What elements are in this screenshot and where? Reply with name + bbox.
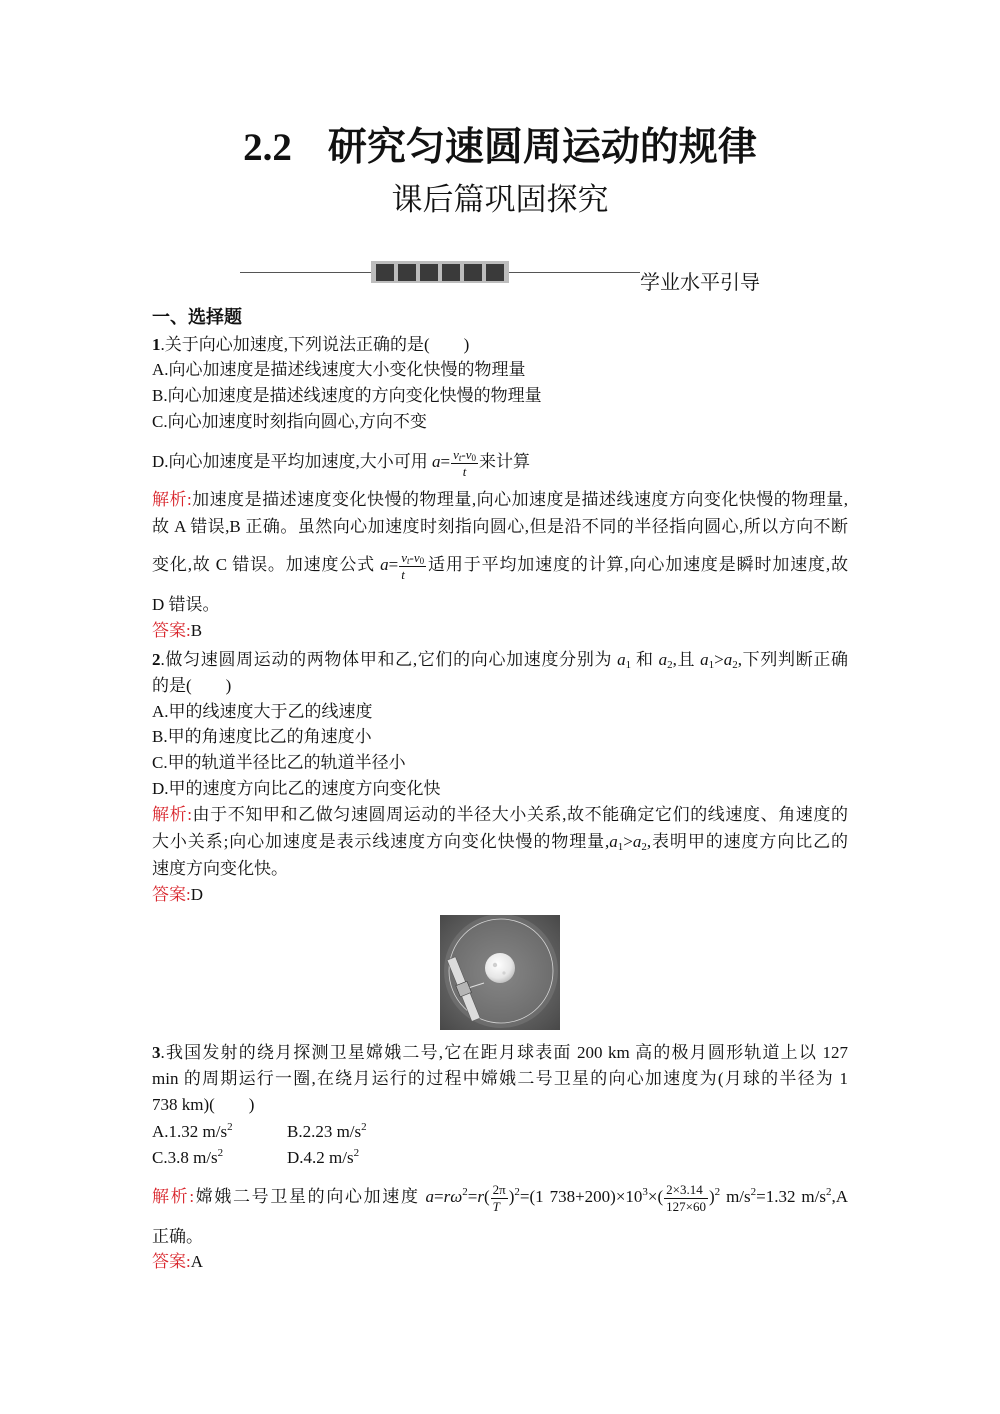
answer-label: 答案: [152, 885, 191, 904]
symbol-v: v [453, 446, 459, 462]
q3-answer [152, 1249, 848, 1275]
q1-answer [152, 618, 848, 644]
symbol-a: a [425, 1187, 435, 1206]
symbol-t: t [401, 566, 405, 582]
formula-lhs: a [432, 452, 441, 471]
symbol-v: v [465, 446, 472, 462]
close-paren: ) [709, 1187, 715, 1206]
page-title [0, 124, 1000, 172]
q2-option-d: D.甲的速度方向比乙的速度方向变化快 [152, 779, 441, 798]
open-paren: ( [483, 1187, 490, 1206]
q3-option-b [287, 1119, 367, 1145]
symbol-a: a [723, 650, 733, 669]
banner-square [376, 264, 394, 281]
exponent-2: 2 [714, 1186, 721, 1198]
q2-stem-text: .做匀速圆周运动的两物体甲和乙,它们的向心加速度分别为 [160, 650, 618, 669]
fraction-numerator: 2π [492, 1181, 506, 1197]
q1-analysis-line-2: 故 A 错误,B 正确。虽然向心加速度时刻指向圆心,但是沿不同的半径指向圆心,所以方向不断 [152, 517, 848, 536]
close-paren: ) [508, 1187, 515, 1206]
subscript-1: 1 [625, 659, 632, 671]
subscript-1: 1 [617, 841, 624, 853]
subscript-t: t [458, 452, 462, 463]
page-subtitle: 课后篇巩固探究 [391, 182, 609, 218]
q3-option-a [152, 1119, 233, 1145]
banner-square [442, 264, 460, 281]
banner-square [464, 264, 482, 281]
symbol-a: a [632, 832, 642, 851]
unit-exponent: 2 [353, 1147, 360, 1159]
exponent-3: 3 [642, 1186, 648, 1198]
unit-text: m/s [720, 1187, 751, 1206]
q1-option-d-tail: 来计算 [479, 452, 531, 471]
avg-accel-fraction [399, 551, 426, 582]
unit-exponent: 2 [361, 1121, 367, 1133]
symbol-v: v [401, 549, 408, 565]
moon-disc [485, 953, 515, 983]
subscript-2: 2 [641, 841, 647, 853]
minus-sign: - [409, 549, 414, 565]
banner-square [486, 264, 504, 281]
banner-block-decoration [371, 261, 509, 283]
banner-label: 学业水平引导 [640, 270, 760, 294]
unit-exponent: 2 [227, 1121, 233, 1133]
q1-option-d-text: D.向心加速度是平均加速度,大小可用 [152, 452, 433, 471]
exponent-2: 2 [462, 1186, 468, 1198]
q2-stem-text: ,下列判断正确 [737, 650, 849, 669]
q2-stem-line-1 [152, 647, 848, 673]
symbol-omega: ω [450, 1187, 463, 1206]
q3-stem-line-1 [152, 1040, 848, 1066]
moon-crater [502, 971, 505, 974]
symbol-a: a [658, 650, 668, 669]
q2-stem-line-2: 的是( ) [152, 676, 232, 695]
greater-than: > [623, 832, 633, 851]
angular-velocity-fraction [491, 1183, 508, 1214]
fraction-denominator [451, 464, 478, 479]
symbol-a: a [700, 650, 709, 669]
q3-option-c [152, 1145, 223, 1171]
q1-number: 1 [152, 335, 161, 354]
title-text: 研究匀速圆周运动的规律 [327, 125, 757, 170]
q2-option-b: B.甲的角速度比乙的角速度小 [152, 727, 372, 746]
times-open-paren: ×( [647, 1187, 664, 1206]
symbol-t: t [462, 463, 467, 479]
formula-equals: = [388, 555, 399, 574]
q2-stem-text: ,且 [672, 650, 701, 669]
q1-option-d [152, 444, 848, 480]
q2-answer [152, 882, 848, 908]
q1-analysis-text: 变化,故 C 错误。加速度公式 [152, 555, 381, 574]
subscript-t: t [407, 555, 410, 566]
avg-accel-fraction [451, 448, 478, 479]
q1-option-a: A.向心加速度是描述线速度大小变化快慢的物理量 [152, 360, 526, 379]
symbol-a: a [609, 832, 618, 851]
equals: = [467, 1187, 478, 1206]
formula-equals: = [440, 452, 451, 471]
q1-option-c: C.向心加速度时刻指向圆心,方向不变 [152, 412, 427, 431]
symbol-r: r [477, 1187, 484, 1206]
minus-sign: - [461, 446, 466, 462]
answer-label: 答案: [152, 1252, 191, 1271]
title-section-number: 2.2 [243, 126, 292, 169]
greater-than: > [714, 650, 724, 669]
q1-analysis-line-3 [152, 547, 848, 583]
exponent-2: 2 [750, 1186, 757, 1198]
subscript-1: 1 [708, 659, 715, 671]
fraction-numerator: 2×3.14 [664, 1183, 708, 1199]
fraction-numerator [399, 551, 426, 567]
fraction-denominator [399, 567, 426, 582]
q3-option-c-text: C.3.8 m/s [152, 1148, 218, 1167]
moon-crater [493, 963, 497, 967]
q1-stem-text: .关于向心加速度,下列说法正确的是( ) [160, 335, 470, 354]
banner-square [420, 264, 438, 281]
q1-answer-value: B [190, 621, 203, 640]
q3-stem-text: .我国发射的绕月探测卫星嫦娥二号,它在距月球表面 200 km 高的极月圆形轨道上以 127 [160, 1043, 848, 1062]
analysis-label: 解析: [152, 805, 192, 824]
lunar-orbit-figure [440, 915, 560, 1030]
symbol-v: v [413, 549, 420, 565]
analysis-label: 解析: [152, 490, 192, 509]
q2-analysis-text: ,表明甲的速度方向比乙的 [646, 832, 849, 851]
symbol-a: a [617, 650, 626, 669]
q1-analysis-line-1 [152, 487, 848, 513]
q1-analysis-line-4: D 错误。 [152, 595, 220, 614]
q2-analysis-text: 由于不知甲和乙做匀速圆周运动的半径大小关系,故不能确定它们的线速度、角速度的 [191, 805, 849, 824]
q2-analysis-text: 大小关系;向心加速度是表示线速度方向变化快慢的物理量, [152, 832, 610, 851]
q3-option-a-text: A.1.32 m/s [152, 1122, 228, 1141]
fraction-denominator: T [492, 1198, 500, 1214]
banner-square [398, 264, 416, 281]
subscript-2: 2 [732, 659, 738, 671]
equals: = [434, 1187, 444, 1206]
subscript-0: 0 [419, 555, 425, 566]
q3-stem-line-3: 738 km)( ) [152, 1095, 255, 1114]
q1-option-b: B.向心加速度是描述线速度的方向变化快慢的物理量 [152, 386, 542, 405]
q3-option-d-text: D.4.2 m/s [287, 1148, 354, 1167]
q2-option-a: A.甲的线速度大于乙的线速度 [152, 702, 373, 721]
q2-analysis-line-2 [152, 829, 848, 855]
q2-answer-value: D [190, 885, 204, 904]
subscript-2: 2 [667, 659, 673, 671]
q3-stem-line-2: min 的周期运行一圈,在绕月运行的过程中嫦娥二号卫星的向心加速度为(月球的半径为 1 [152, 1069, 848, 1088]
q3-answer-value: A [190, 1252, 204, 1271]
result-text: =1.32 m/s [756, 1187, 826, 1206]
q3-analysis-line-2: 正确。 [152, 1227, 203, 1246]
unit-exponent: 2 [217, 1147, 224, 1159]
fraction-numerator [451, 448, 478, 464]
exponent-2: 2 [825, 1186, 832, 1198]
q3-option-d [287, 1145, 359, 1171]
q3-analysis-line-1 [152, 1177, 848, 1217]
q2-analysis-line-3: 速度方向变化快。 [152, 859, 288, 878]
answer-label: 答案: [152, 621, 191, 640]
q2-number: 2 [152, 650, 161, 669]
section-heading: 一、选择题 [152, 307, 242, 328]
q3-number: 3 [152, 1043, 161, 1062]
formula-lhs: a [380, 555, 389, 574]
fraction-denominator: 127×60 [666, 1198, 706, 1214]
q2-analysis-line-1 [152, 802, 848, 828]
q3-option-b-text: B.2.23 m/s [287, 1122, 362, 1141]
q1-analysis-text: 适用于平均加速度的计算,向心加速度是瞬时加速度,故 [427, 555, 849, 574]
q3-analysis-text: 嫦娥二号卫星的向心加速度 [194, 1187, 426, 1206]
q1-stem [152, 332, 848, 358]
subscript-0: 0 [471, 452, 477, 463]
analysis-label: 解析: [152, 1187, 195, 1206]
q2-stem-text: 和 [631, 650, 659, 669]
symbol-r: r [443, 1187, 451, 1206]
numeric-fraction [664, 1183, 708, 1214]
numeric-expression: =(1 738+200)×10 [519, 1187, 643, 1206]
q3-analysis-tail: ,A [831, 1187, 848, 1206]
exponent-2: 2 [514, 1186, 520, 1198]
q2-option-c: C.甲的轨道半径比乙的轨道半径小 [152, 753, 406, 772]
q1-analysis-text: 加速度是描述速度变化快慢的物理量,向心加速度是描述线速度方向变化快慢的物理量, [191, 490, 848, 509]
